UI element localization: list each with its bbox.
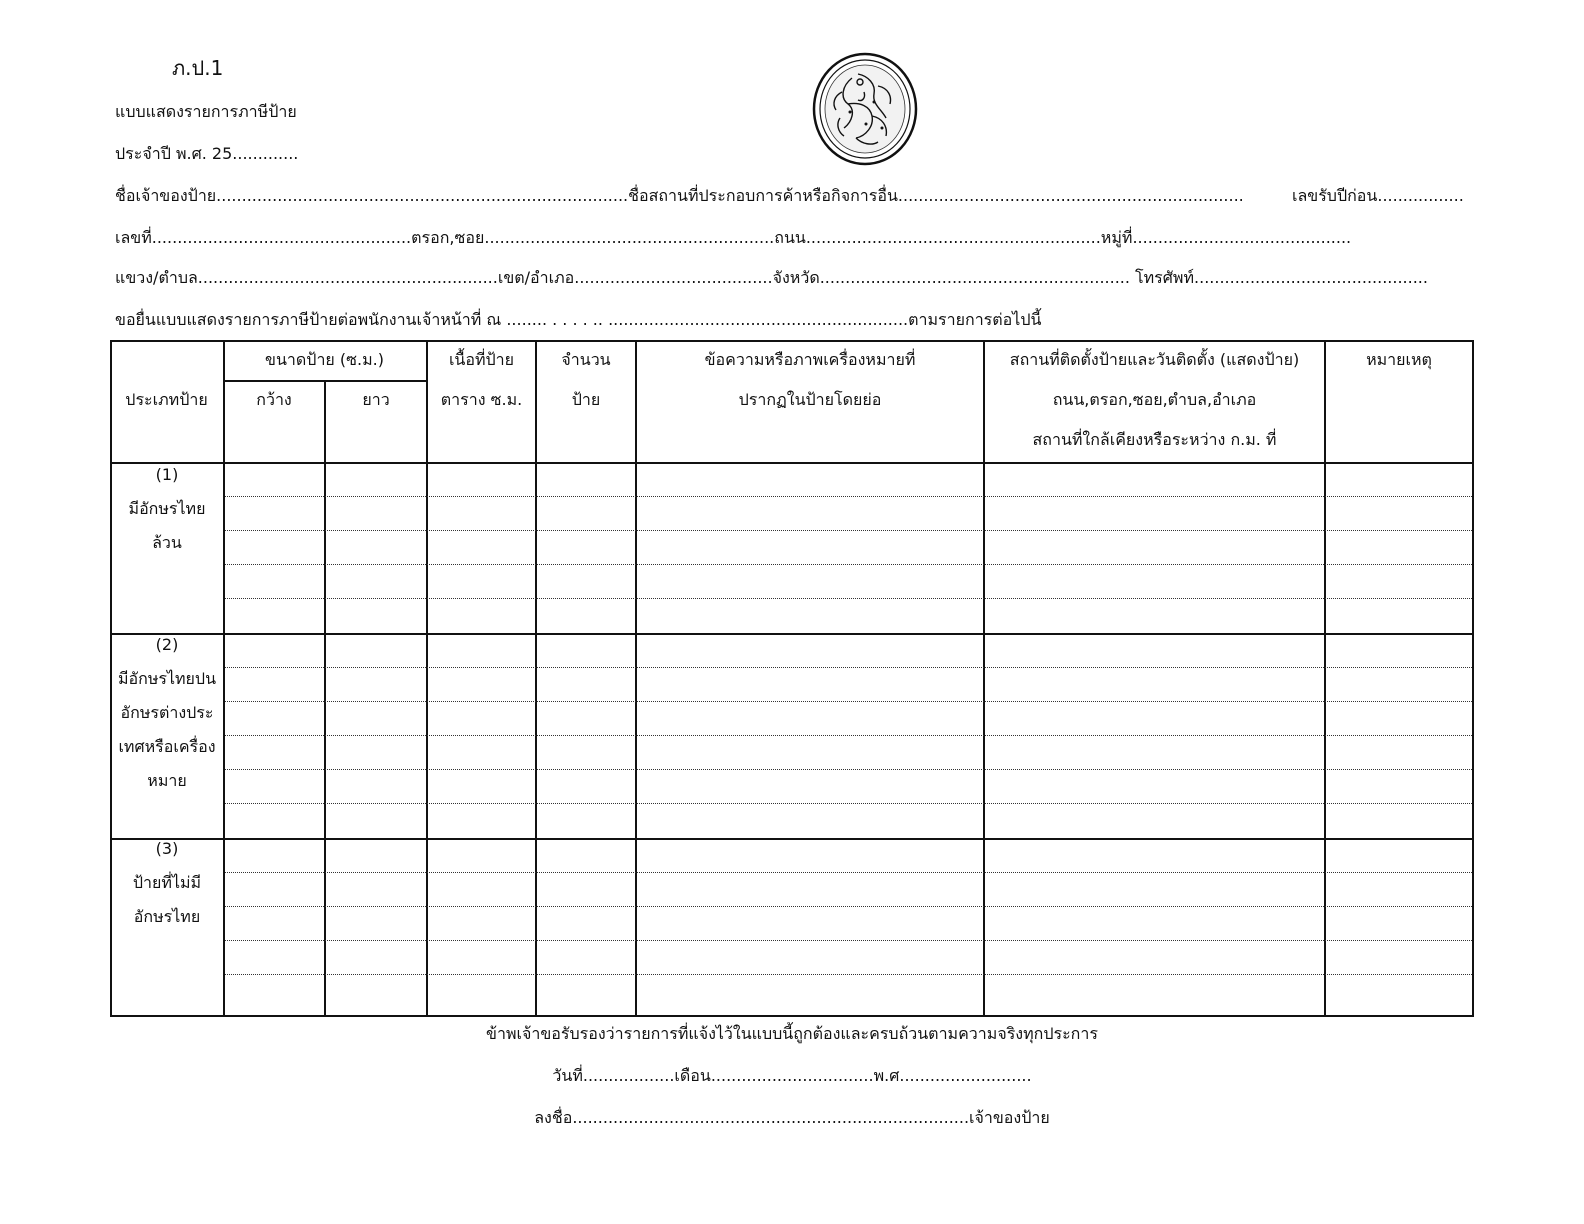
header-count-unit: ป้าย (571, 390, 601, 409)
table-border-right (1472, 340, 1474, 1017)
category-label: ป้ายที่ไม่มี (132, 873, 202, 892)
row-line (225, 564, 1472, 565)
row-line (225, 496, 1472, 497)
header-area-unit: ตาราง ซ.ม. (440, 390, 523, 409)
category-label: มีอักษรไทยปน (117, 669, 217, 688)
header-location-address: ถนน,ตรอก,ซอย,ตำบล,อำเภอ (1052, 390, 1257, 409)
row-line (225, 974, 1472, 975)
category-no-thai (110, 832, 224, 934)
district-line: แขวง/ตำบล...........................................................เขต/อำเภอ.......................................จังหวัด............................................................. โทรศัพท์.............................................. (115, 268, 1428, 287)
submit-line: ขอยื่นแบบแสดงรายการภาษีป้ายต่อพนักงานเจ้าหน้าที่ ณ ........ . . . . .. ...........................................................ตามรายการต่อไปนี้ (115, 310, 1042, 329)
row-line (225, 667, 1472, 668)
row-line (225, 735, 1472, 736)
header-area: เนื้อที่ป้าย (448, 350, 515, 369)
date-line: วันที่..................เดือน................................พ.ศ.......................... (552, 1066, 1032, 1085)
category-label: หมาย (147, 771, 187, 790)
col-divider (1324, 340, 1326, 1017)
table-border-bottom (110, 1015, 1474, 1017)
category-label: เทศหรือเครื่อง (118, 737, 216, 756)
row-line (225, 906, 1472, 907)
signature-line: ลงชื่อ..............................................................................เจ้าของป้าย (534, 1108, 1050, 1127)
header-message-sub: ปรากฏในป้ายโดยย่อ (738, 390, 882, 409)
header-location: สถานที่ติดตั้งป้ายและวันติดตั้ง (แสดงป้าย) (1009, 350, 1300, 369)
sign-tax-table (110, 340, 1474, 1017)
row-line (225, 803, 1472, 804)
previous-receipt-number: เลขรับปีก่อน................. (1292, 186, 1464, 205)
category-number: (3) (155, 839, 179, 858)
category-label: อักษรต่างประ (120, 703, 214, 722)
category-label: ล้วน (152, 533, 182, 552)
header-remarks: หมายเหตุ (1366, 350, 1432, 369)
header-count: จำนวน (561, 350, 611, 369)
form-code: ภ.ป.1 (172, 56, 224, 80)
header-message: ข้อความหรือภาพเครื่องหมายที่ (704, 350, 916, 369)
owner-line: ชื่อเจ้าของป้าย.................................................................................ชื่อสถานที่ประกอบการค้าหรือกิจการอื่น.................................................................... (115, 186, 1244, 205)
category-thai-mixed (110, 628, 224, 798)
table-border-top (110, 340, 1474, 342)
header-size: ขนาดป้าย (ซ.ม.) (265, 350, 384, 369)
address-line: เลขที่...................................................ตรอก,ซอย.........................................................ถนน..........................................................หมู่ที่........................................... (115, 228, 1352, 247)
group-divider (110, 838, 1474, 840)
col-divider (635, 340, 637, 1017)
year-line: ประจำปี พ.ศ. 25............. (115, 144, 299, 163)
category-label: มีอักษรไทย (128, 499, 206, 518)
row-line (225, 769, 1472, 770)
header-width: กว้าง (256, 390, 292, 409)
header-bottom-line (110, 462, 1474, 464)
category-label: อักษรไทย (133, 907, 201, 926)
group-divider (110, 633, 1474, 635)
row-line (225, 598, 1472, 599)
government-seal-icon (812, 52, 918, 166)
col-divider (535, 340, 537, 1017)
row-line (225, 872, 1472, 873)
category-thai-only (110, 458, 224, 560)
row-line (225, 701, 1472, 702)
row-line (225, 530, 1472, 531)
col-divider (324, 380, 326, 1017)
col-divider (426, 340, 428, 1017)
category-number: (2) (155, 635, 179, 654)
header-length: ยาว (362, 390, 390, 409)
header-location-nearby: สถานที่ใกล้เคียงหรือระหว่าง ก.ม. ที่ (1032, 430, 1277, 449)
size-header-divider (223, 380, 426, 382)
certification-text: ข้าพเจ้าขอรับรองว่ารายการที่แจ้งไว้ในแบบนี้ถูกต้องและครบถ้วนตามความจริงทุกประการ (486, 1024, 1098, 1043)
form-title: แบบแสดงรายการภาษีป้าย (115, 102, 297, 121)
header-sign-type: ประเภทป้าย (125, 390, 208, 409)
category-number: (1) (155, 465, 179, 484)
row-line (225, 940, 1472, 941)
